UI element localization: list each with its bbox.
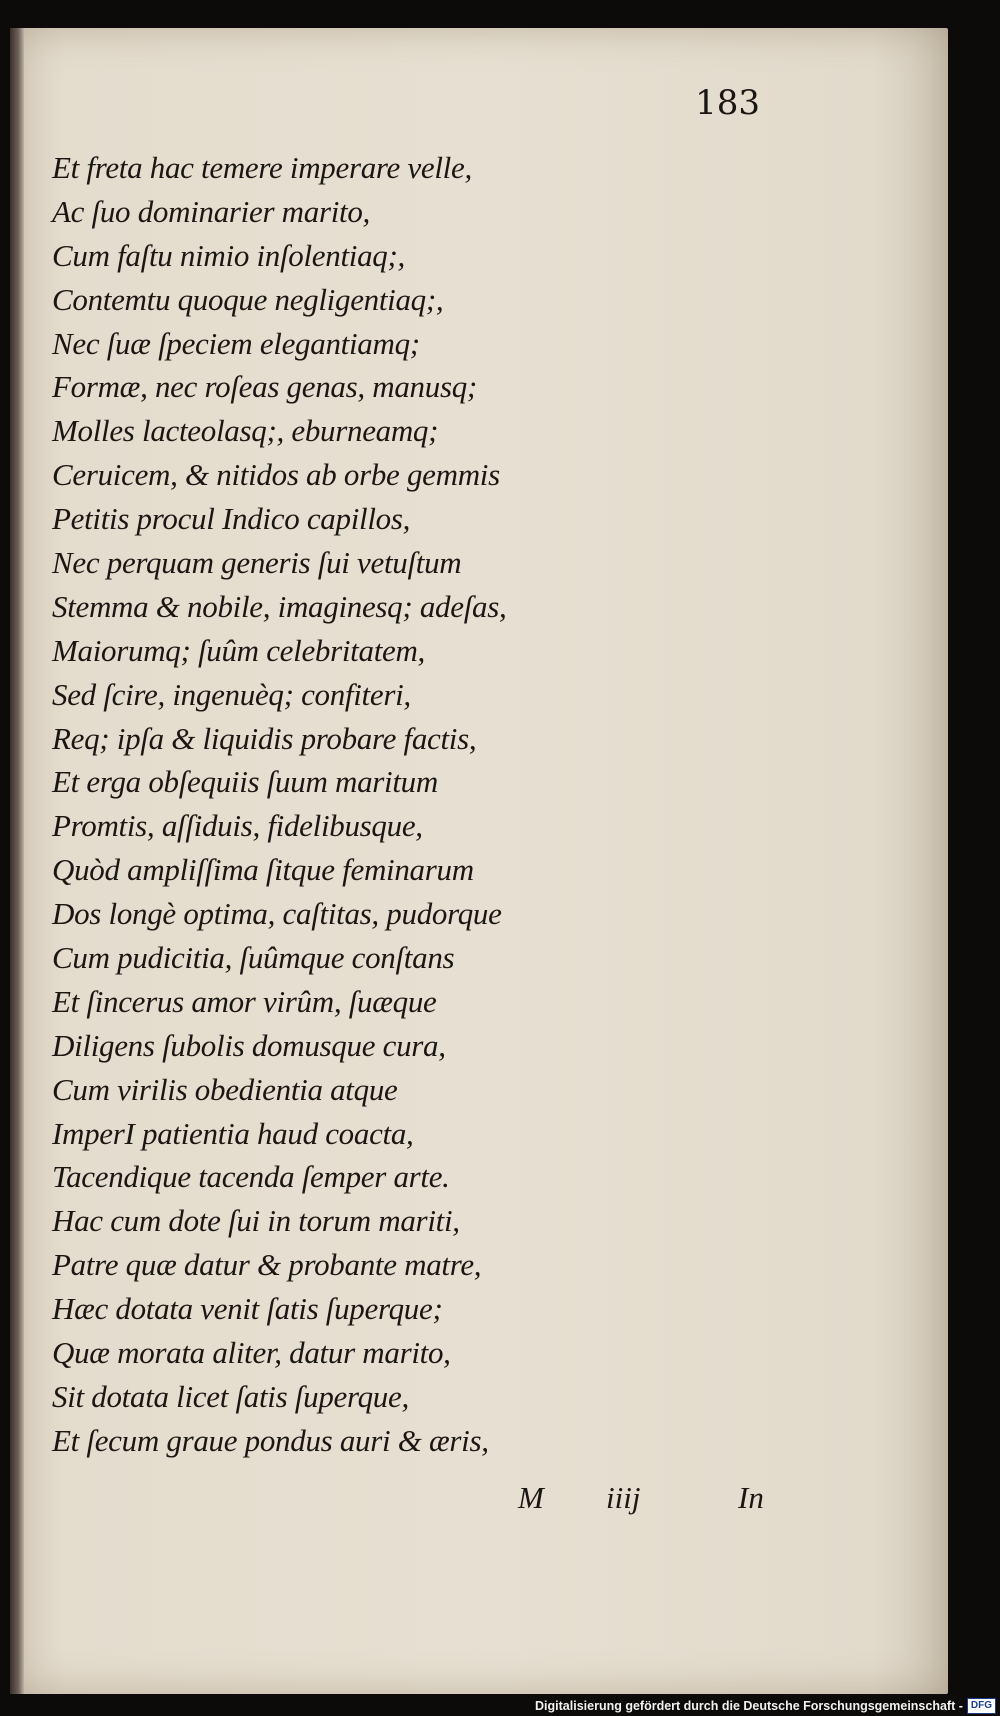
verse-line: Patre quæ datur & probante matre,: [52, 1247, 482, 1283]
verse-line: Et ſincerus amor virûm, ſuæque: [52, 983, 437, 1019]
verse-line: Cum pudicitia, ſuûmque conſtans: [52, 940, 455, 976]
verse-line: Et ſecum graue pondus auri & æris,: [52, 1422, 489, 1458]
verse-line: Sed ſcire, ingenuèq; confiteri,: [52, 676, 411, 712]
verse-line: Et freta hac temere imperare velle,: [52, 150, 472, 185]
verse-line: Ac ſuo dominarier marito,: [52, 193, 370, 229]
dfg-logo: DFG: [967, 1698, 996, 1714]
signature-mark: M: [518, 1480, 544, 1515]
verse-line: Tacendique tacenda ſemper arte.: [52, 1159, 450, 1195]
verse-line: Promtis, aſſiduis, fidelibusque,: [52, 808, 423, 844]
verse-line: Formæ, nec roſeas genas, manusq;: [52, 369, 477, 405]
book-page: [10, 28, 948, 1694]
verse-line: Maiorumq; ſuûm celebritatem,: [52, 632, 426, 668]
verse-line: Petitis procul Indico capillos,: [52, 501, 411, 537]
verse-line: ImperI patientia haud coacta,: [52, 1115, 414, 1151]
digitization-credit: [529, 1696, 1000, 1716]
verse-line: Hac cum dote ſui in torum mariti,: [52, 1203, 460, 1239]
signature-line: [10, 1480, 948, 1524]
verse-line: Nec perquam generis ſui vetuſtum: [52, 545, 462, 581]
verse-line: Sit dotata licet ſatis ſuperque,: [52, 1378, 409, 1414]
page-number: 183: [695, 83, 760, 123]
verse-line: Stemma & nobile, imaginesq; adeſas,: [52, 588, 507, 624]
credit-text: Digitalisierung gefördert durch die Deutsche Forschungsgemeinschaft -: [535, 1699, 963, 1713]
verse-line: Et erga obſequiis ſuum maritum: [52, 764, 438, 800]
verse-line: Req; ipſa & liquidis probare factis,: [52, 720, 477, 756]
catchword: In: [738, 1480, 764, 1515]
page-binding-edge: [10, 28, 24, 1694]
verse-line: Nec ſuæ ſpeciem elegantiamq;: [52, 325, 420, 361]
verse-line: Ceruicem, & nitidos ab orbe gemmis: [52, 457, 500, 493]
verse-line: Hæc dotata venit ſatis ſuperque;: [52, 1291, 443, 1327]
verse-line: Cum faſtu nimio inſolentiaq;,: [52, 237, 405, 273]
verse-line: Dos longè optima, caſtitas, pudorque: [52, 896, 502, 932]
signature-number: iiij: [606, 1480, 641, 1515]
verse-line: Quæ morata aliter, datur marito,: [52, 1335, 451, 1371]
verse-line: Cum virilis obedientia atque: [52, 1071, 398, 1107]
verse-text: [52, 146, 772, 1463]
verse-line: Molles lacteolasq;, eburneamq;: [52, 413, 439, 449]
verse-line: Contemtu quoque negligentiaq;,: [52, 281, 444, 317]
verse-line: Quòd ampliſſima ſitque feminarum: [52, 852, 474, 888]
verse-line: Diligens ſubolis domusque cura,: [52, 1027, 446, 1063]
